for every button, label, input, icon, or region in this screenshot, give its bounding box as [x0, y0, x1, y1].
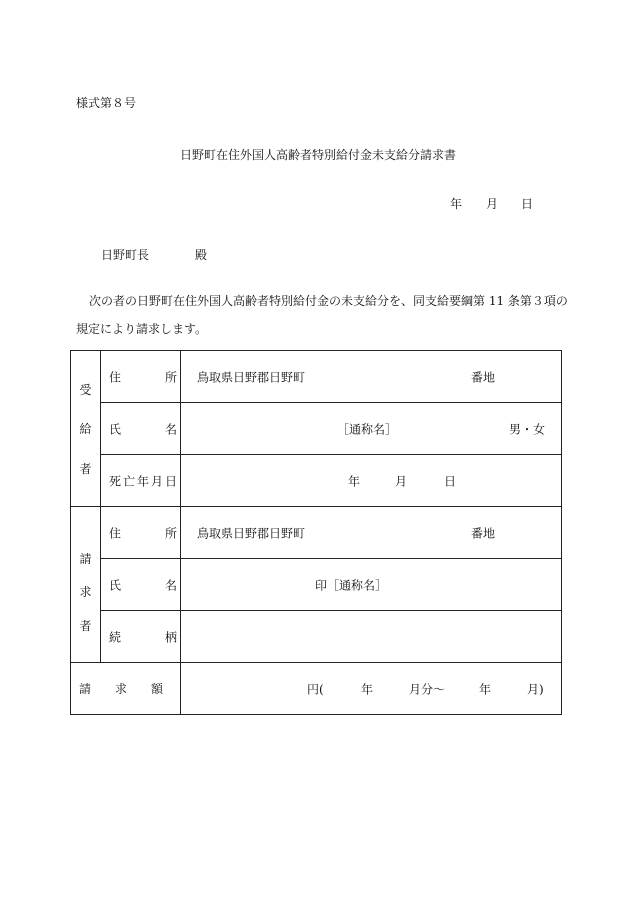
recipient-name-alias: ［通称名］: [337, 422, 398, 436]
death-year: 年: [348, 474, 361, 488]
recipient-group-char: 給: [79, 422, 92, 436]
amount-yen: 円(: [307, 682, 324, 696]
claimant-group-label: [71, 507, 101, 663]
recipient-death-label: [101, 455, 181, 507]
claimant-group-char: 求: [79, 585, 92, 599]
label-char: 柄: [164, 630, 177, 644]
claimant-relation-row: [71, 611, 562, 663]
recipient-gender[interactable]: 男・女: [509, 422, 546, 436]
death-day: 日: [444, 474, 457, 488]
claimant-relation-field[interactable]: [181, 611, 562, 663]
claimant-group-char: 者: [79, 618, 92, 633]
recipient-address-value: 鳥取県日野郡日野町: [197, 370, 306, 384]
claimant-relation-label: [101, 611, 181, 663]
label-char: 日: [164, 474, 177, 488]
claimant-address-suffix: 番地: [471, 526, 496, 540]
amount-label: [71, 663, 181, 715]
recipient-death-date-field[interactable]: [181, 455, 562, 507]
recipient-name-field[interactable]: [181, 403, 562, 455]
label-char: 名: [164, 578, 177, 592]
label-char: 死: [109, 474, 122, 488]
amount-from-month: 月分～: [409, 682, 446, 696]
death-month: 月: [395, 474, 408, 488]
label-char: 続: [109, 630, 122, 644]
claimant-address-row: [71, 507, 562, 559]
amount-to-year: 年: [479, 682, 492, 696]
amount-row: [71, 663, 562, 715]
claimant-address-label: [101, 507, 181, 559]
recipient-name-label: [101, 403, 181, 455]
form-number: 様式第８号: [76, 96, 137, 110]
recipient-address-suffix: 番地: [471, 370, 496, 384]
label-char: 住: [109, 526, 122, 540]
addressee-name: 日野町長: [101, 248, 150, 262]
label-char: 請: [79, 682, 92, 696]
recipient-group-label: [71, 351, 101, 507]
claimant-address-value: 鳥取県日野郡日野町: [197, 526, 306, 540]
date-month: 月: [486, 197, 499, 211]
label-char: 月: [150, 474, 163, 488]
body-text-line2: 規定により請求します。: [76, 322, 208, 336]
date-year: 年: [450, 197, 463, 211]
label-char: 氏: [109, 422, 122, 436]
label-char: 求: [114, 682, 127, 696]
amount-from-year: 年: [361, 682, 374, 696]
body-text-line1: 次の者の日野町在住外国人高齢者特別給付金の未支給分を、同支給要綱第 11 条第３項の: [89, 294, 568, 308]
claimant-address-field[interactable]: [181, 507, 562, 559]
label-char: 住: [109, 370, 122, 384]
recipient-address-field[interactable]: [181, 351, 562, 403]
claim-table: [70, 350, 562, 715]
label-char: 所: [164, 370, 177, 384]
claimant-name-field[interactable]: [181, 559, 562, 611]
amount-to-month: 月): [527, 682, 544, 696]
label-char: 額: [150, 682, 163, 696]
claimant-name-seal: 印［通称名］: [315, 578, 388, 592]
recipient-death-row: [71, 455, 562, 507]
recipient-address-row: [71, 351, 562, 403]
recipient-group-char: 者: [79, 461, 92, 476]
label-char: 所: [164, 526, 177, 540]
claimant-name-label: [101, 559, 181, 611]
date-day: 日: [521, 197, 534, 211]
label-char: 年: [136, 474, 149, 488]
label-char: 氏: [109, 578, 122, 592]
label-char: 名: [164, 422, 177, 436]
claimant-name-row: [71, 559, 562, 611]
recipient-name-row: [71, 403, 562, 455]
claimant-group-char: 請: [79, 551, 92, 566]
label-char: 亡: [122, 474, 135, 488]
document-title: 日野町在住外国人高齢者特別給付金未支給分請求書: [180, 148, 457, 162]
amount-field[interactable]: [181, 663, 562, 715]
recipient-address-label: [101, 351, 181, 403]
recipient-group-char: 受: [79, 382, 92, 397]
addressee-honorific: 殿: [195, 248, 208, 262]
